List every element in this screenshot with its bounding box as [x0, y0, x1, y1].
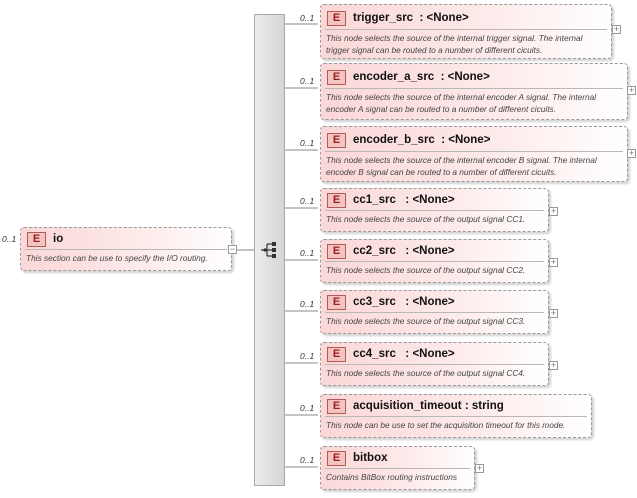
sequence-icon[interactable] [260, 240, 280, 260]
expand-icon[interactable]: + [550, 308, 557, 318]
element-name: cc4_src : <None> [353, 348, 455, 360]
collapse-icon[interactable]: − [229, 244, 236, 254]
element-trigger-src[interactable] [320, 4, 612, 59]
element-encoder-a-src[interactable] [320, 63, 628, 120]
element-name: cc2_src : <None> [353, 245, 455, 257]
element-badge: E [27, 232, 46, 247]
element-badge: E [327, 11, 346, 26]
separator [325, 364, 544, 365]
occurrence-label: 0..1 [300, 76, 315, 86]
separator [325, 261, 544, 262]
element-name: encoder_a_src : <None> [353, 71, 490, 83]
element-description: This node selects the source of the internal trigger signal. The internal trigger signal can be routed to a number of different cicuits. [326, 33, 583, 55]
element-badge: E [327, 70, 346, 85]
element-badge: E [327, 451, 346, 466]
element-description: This node selects the source of the internal encoder A signal. The internal encoder A signal can be routed to a number of different cicuits. [326, 92, 597, 114]
expand-icon[interactable]: + [476, 463, 483, 473]
element-name: encoder_b_src : <None> [353, 134, 491, 146]
element-cc3-src[interactable] [320, 290, 549, 334]
element-cc4-src[interactable] [320, 342, 549, 386]
expand-icon[interactable]: + [550, 360, 557, 370]
element-badge: E [327, 347, 346, 362]
occurrence-label: 0..1 [300, 196, 315, 206]
element-io[interactable] [20, 227, 232, 271]
occurrence-label: 0..1 [300, 299, 315, 309]
element-description: This node selects the source of the output signal CC2. [326, 265, 526, 275]
separator [325, 416, 587, 417]
element-description: This node selects the source of the output signal CC3. [326, 316, 526, 326]
separator [325, 210, 544, 211]
separator [325, 29, 607, 30]
element-description: This node selects the source of the output signal CC1. [326, 214, 526, 224]
expand-icon[interactable]: + [550, 257, 557, 267]
element-description: This node selects the source of the output signal CC4. [326, 368, 526, 378]
element-bitbox[interactable] [320, 446, 475, 490]
element-badge: E [327, 133, 346, 148]
separator [325, 312, 544, 313]
element-encoder-b-src[interactable] [320, 126, 628, 182]
element-name: trigger_src : <None> [353, 12, 469, 24]
element-acquisition-timeout[interactable] [320, 394, 592, 438]
occurrence-label: 0..1 [300, 138, 315, 148]
separator [325, 468, 470, 469]
separator [25, 249, 227, 250]
element-badge: E [327, 193, 346, 208]
element-name: bitbox [353, 452, 388, 464]
element-badge: E [327, 244, 346, 259]
element-badge: E [327, 399, 346, 414]
element-badge: E [327, 295, 346, 310]
expand-icon[interactable]: + [550, 206, 557, 216]
expand-icon[interactable]: + [613, 24, 620, 34]
element-name: cc3_src : <None> [353, 296, 455, 308]
occurrence-label: 0..1 [300, 455, 315, 465]
element-description: Contains BitBox routing instructions [326, 472, 457, 482]
element-name: acquisition_timeout : string [353, 400, 504, 412]
separator [325, 88, 623, 89]
element-description: This node selects the source of the internal encoder B signal. The internal encoder B signal can be routed to a number of different cicuits. [326, 155, 597, 177]
occurrence-label: 0..1 [300, 248, 315, 258]
expand-icon[interactable]: + [628, 148, 635, 158]
root-occurrence: 0..1 [2, 234, 17, 244]
expand-icon[interactable]: + [628, 85, 635, 95]
occurrence-label: 0..1 [300, 13, 315, 23]
element-name: io [53, 233, 64, 245]
element-cc2-src[interactable] [320, 239, 549, 283]
element-cc1-src[interactable] [320, 188, 549, 232]
element-description: This section can be use to specify the I/O routing. [26, 253, 208, 263]
occurrence-label: 0..1 [300, 351, 315, 361]
element-description: This node can be use to set the acquisition timeout for this mode. [326, 420, 566, 430]
element-name: cc1_src : <None> [353, 194, 455, 206]
separator [325, 151, 623, 152]
occurrence-label: 0..1 [300, 403, 315, 413]
